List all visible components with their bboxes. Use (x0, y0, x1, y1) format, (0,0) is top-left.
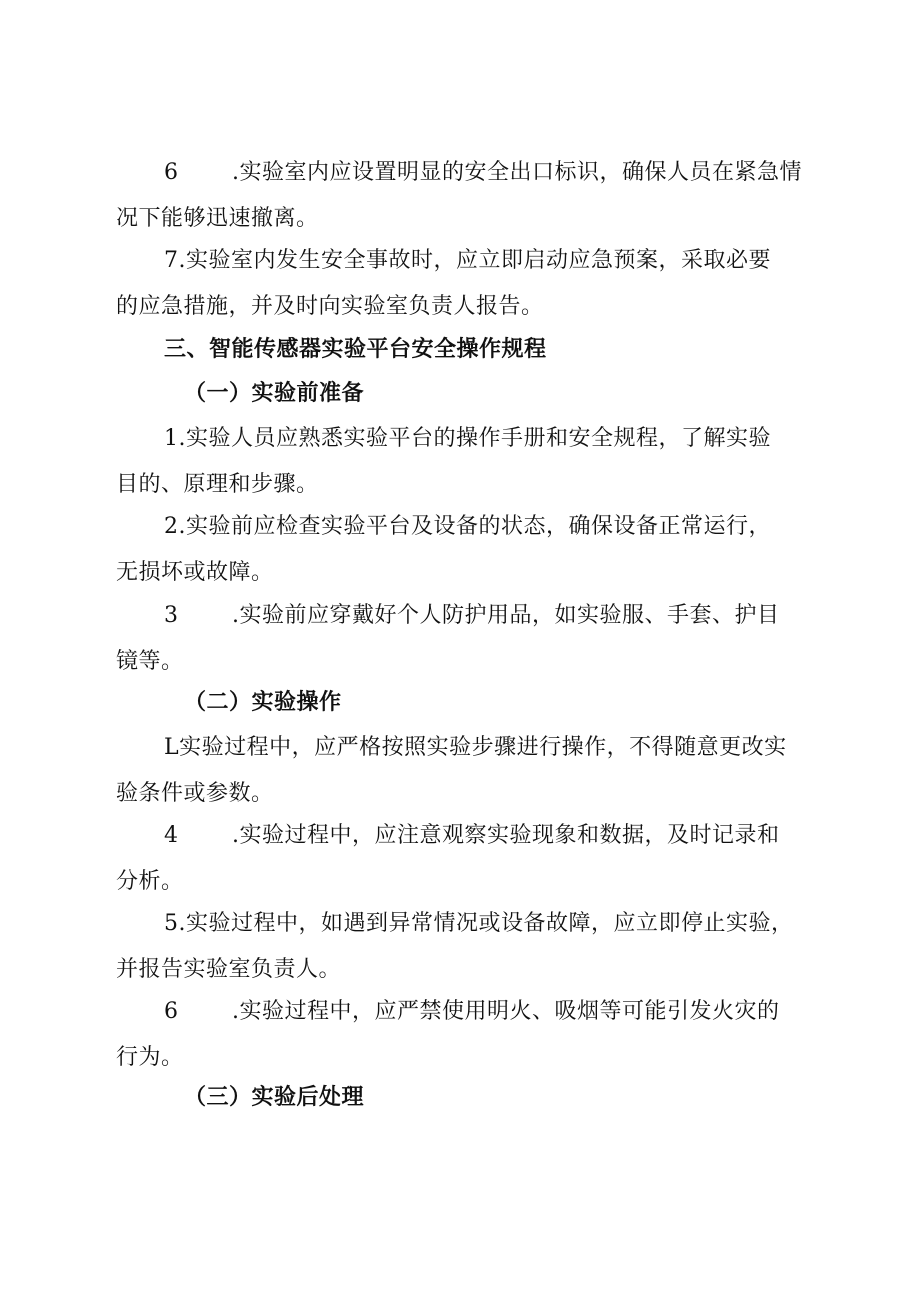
subsection-heading: （一）实验前准备 (184, 381, 365, 406)
item-text: .实验前应检查实验平台及设备的状态，确保设备正常运行， (178, 514, 771, 539)
item-text-continued: 况下能够迅速撤离。 (116, 206, 319, 231)
item-text-continued: 分析。 (116, 869, 184, 894)
item-number: 6 (164, 160, 179, 185)
item-number: 2 (164, 514, 179, 539)
list-item (116, 901, 816, 993)
item-text: .实验前应穿戴好个人防护用品，如实验服、手套、护目 (232, 603, 780, 628)
list-item (116, 238, 816, 330)
item-text-continued: 行为。 (116, 1045, 184, 1070)
item-text-continued: 的应急措施，并及时向实验室负责人报告。 (116, 294, 544, 319)
item-text-continued: 验条件或参数。 (116, 781, 274, 806)
list-item (116, 504, 816, 596)
item-number: 4 (164, 823, 179, 848)
list-item (116, 989, 816, 1081)
list-item (116, 150, 816, 242)
item-text: 实验过程中，应严格按照实验步骤进行操作，不得随意更改实 (179, 735, 787, 760)
subsection-heading: （三）实验后处理 (184, 1085, 365, 1110)
item-number: 5 (164, 911, 179, 936)
item-text: .实验人员应熟悉实验平台的操作手册和安全规程，了解实验 (178, 426, 771, 451)
item-text-continued: 并报告实验室负责人。 (116, 957, 342, 982)
item-text-continued: 无损坏或故障。 (116, 560, 274, 585)
item-text: .实验室内发生安全事故时，应立即启动应急预案，采取必要 (178, 248, 771, 273)
item-text: .实验过程中，应严禁使用明火、吸烟等可能引发火灾的 (232, 999, 780, 1024)
item-number: 7 (164, 248, 179, 273)
list-item (116, 416, 816, 508)
item-text: .实验过程中，应注意观察实验现象和数据，及时记录和 (232, 823, 780, 848)
item-number: 6 (164, 999, 179, 1024)
item-number: 3 (164, 603, 179, 628)
item-text-continued: 目的、原理和步骤。 (116, 472, 319, 497)
item-number: L (164, 735, 180, 760)
list-item (116, 593, 816, 685)
subsection-heading: （二）实验操作 (184, 690, 342, 715)
section-heading: 三、智能传感器实验平台安全操作规程 (164, 337, 547, 362)
item-text-continued: 镜等。 (116, 649, 184, 674)
item-text: .实验过程中，如遇到异常情况或设备故障，应立即停止实验， (178, 911, 794, 936)
item-number: 1 (164, 426, 179, 451)
list-item (116, 725, 816, 817)
list-item (116, 813, 816, 905)
item-text: .实验室内应设置明显的安全出口标识，确保人员在紧急情 (232, 160, 802, 185)
